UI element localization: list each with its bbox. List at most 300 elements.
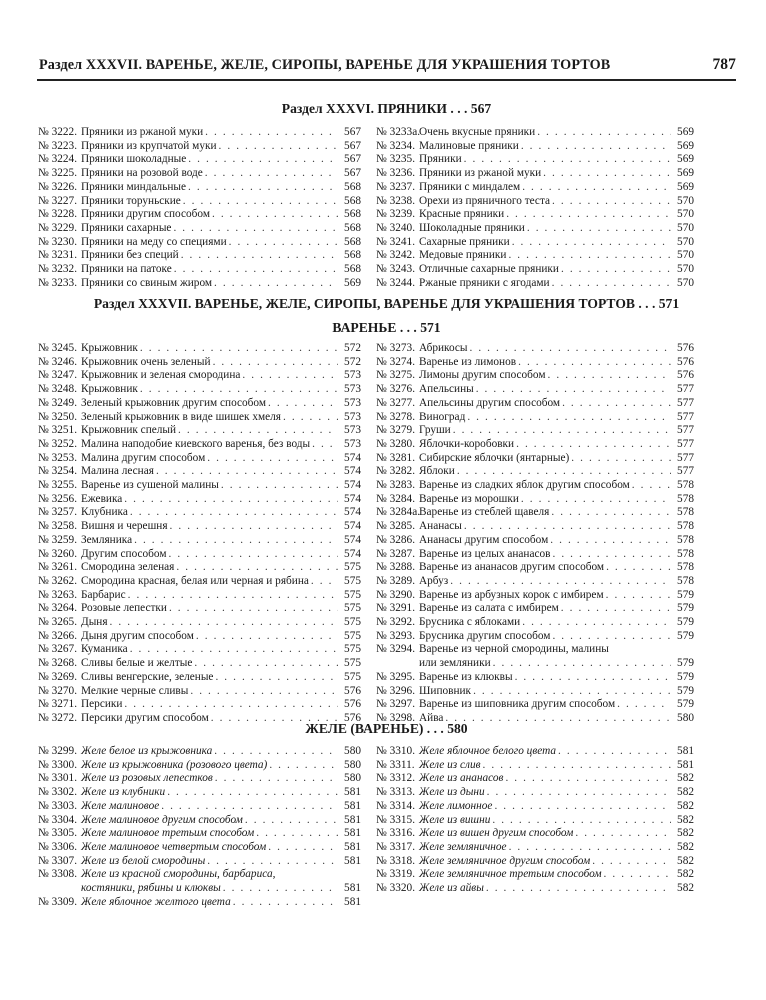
entry-title: Лимоны другим способом <box>419 369 546 382</box>
entry-page: 576 <box>344 711 361 724</box>
entry-title: Желе из вишен другим способом <box>419 827 574 840</box>
dot-leader <box>205 126 338 140</box>
dot-leader <box>518 356 671 370</box>
entry-title: Пряники <box>419 153 462 166</box>
entry-number: № 3260. <box>38 547 78 560</box>
entry-title: Виноград <box>419 410 466 423</box>
dot-leader <box>506 208 671 222</box>
entry-title: Пряники из крупчатой муки <box>81 139 217 152</box>
toc-entry <box>38 153 361 167</box>
entry-page: 577 <box>677 437 694 450</box>
entry-page: 581 <box>344 799 361 812</box>
dot-leader <box>505 772 671 786</box>
entry-number: № 3289. <box>376 574 416 587</box>
toc-entry <box>376 630 694 644</box>
entry-number: № 3254. <box>38 465 78 478</box>
entry-number: № 3272. <box>38 711 78 724</box>
dot-leader <box>173 222 338 236</box>
dot-leader <box>548 369 672 383</box>
entry-title: Шиповник <box>419 684 472 697</box>
toc-entry <box>376 181 694 195</box>
dot-leader <box>223 882 338 896</box>
entry-number: № 3238. <box>376 194 416 207</box>
dot-leader <box>575 827 671 841</box>
entry-title: Желе из вишни <box>419 813 491 826</box>
entry-title: Желе земляничное <box>419 840 507 853</box>
toc-entry <box>38 520 361 534</box>
entry-title: Пряники на патоке <box>81 263 172 276</box>
dot-leader <box>467 411 671 425</box>
entry-title: Арбуз <box>419 574 449 587</box>
toc-entry <box>38 126 361 140</box>
entry-page: 575 <box>344 657 361 670</box>
dot-leader <box>215 772 338 786</box>
entry-title: Пряники с миндалем <box>419 180 521 193</box>
entry-page: 578 <box>677 574 694 587</box>
entry-page: 581 <box>344 854 361 867</box>
toc-entry <box>38 356 361 370</box>
dot-leader <box>140 383 338 397</box>
entry-title: Варенье из ананасов другим способом <box>419 561 605 574</box>
entry-number: № 3257. <box>38 506 78 519</box>
entry-page: 573 <box>344 369 361 382</box>
dot-leader <box>561 602 671 616</box>
dot-leader <box>508 249 671 263</box>
entry-title: Очень вкусные пряники <box>419 126 536 138</box>
toc-entry <box>38 685 361 699</box>
entry-number: № 3308. <box>38 868 78 881</box>
entry-page: 570 <box>677 194 694 207</box>
entry-number: № 3296. <box>376 684 416 697</box>
toc-entry <box>376 685 694 699</box>
entry-title: Груши <box>419 424 451 437</box>
toc-column <box>376 342 694 726</box>
entry-page: 570 <box>677 249 694 262</box>
dot-leader <box>213 356 338 370</box>
dot-leader <box>205 167 338 181</box>
entry-title: Апельсины другим способом <box>419 396 561 409</box>
toc-entry <box>376 575 694 589</box>
toc-entry <box>38 249 361 263</box>
toc-entry <box>38 181 361 195</box>
entry-page: 569 <box>677 180 694 193</box>
entry-number: № 3309. <box>38 895 78 908</box>
entry-page: 568 <box>344 263 361 276</box>
entry-title: Яблочки-коробовки <box>419 437 515 450</box>
entry-number: № 3253. <box>38 451 78 464</box>
dot-leader <box>571 452 671 466</box>
entry-title: Барбарис <box>81 588 126 601</box>
toc-entry <box>376 548 694 562</box>
toc-entry <box>376 438 694 452</box>
entry-page: 575 <box>344 643 361 656</box>
dot-leader <box>233 896 338 910</box>
entry-page: 581 <box>344 840 361 853</box>
entry-title: Крыжовник <box>81 383 138 396</box>
entry-number: № 3314. <box>376 799 416 812</box>
entry-number: № 3320. <box>376 882 416 895</box>
dot-leader <box>176 561 338 575</box>
dot-leader <box>543 167 671 181</box>
entry-title: Желе из клубники <box>81 786 166 799</box>
toc-entry <box>38 602 361 616</box>
toc-entry <box>38 424 361 438</box>
entry-page: 573 <box>344 383 361 396</box>
dot-leader <box>130 506 338 520</box>
dot-leader <box>219 140 338 154</box>
entry-title: Айва <box>419 711 444 724</box>
entry-number: № 3285. <box>376 520 416 533</box>
toc-entry <box>376 698 694 712</box>
entry-title: Смородина красная, белая или черная и рябина <box>81 574 309 587</box>
dot-leader <box>632 479 671 493</box>
entry-number: № 3236. <box>376 167 416 180</box>
entry-page: 570 <box>677 221 694 234</box>
toc-entry <box>376 868 694 882</box>
entry-number: № 3222. <box>38 126 78 138</box>
section-37-heading: Раздел XXXVII. ВАРЕНЬЕ, ЖЕЛЕ, СИРОПЫ, ВАРЕНЬЕ ДЛЯ УКРАШЕНИЯ ТОРТОВ . . . 571 <box>93 296 680 311</box>
entry-number: № 3227. <box>38 194 78 207</box>
entry-page: 581 <box>677 745 694 757</box>
toc-entry <box>38 671 361 685</box>
toc-entry <box>376 208 694 222</box>
entry-number: № 3255. <box>38 479 78 492</box>
toc-entry <box>38 698 361 712</box>
entry-title: Желе земляничное третьим способом <box>419 868 602 881</box>
entry-title: Отличные сахарные пряники <box>419 263 559 276</box>
entry-page: 574 <box>344 520 361 533</box>
dot-leader <box>312 438 338 452</box>
dot-leader <box>134 534 338 548</box>
toc-entry <box>38 277 361 291</box>
entry-title: Зеленый крыжовник другим способом <box>81 396 266 409</box>
toc-entry <box>376 195 694 209</box>
entry-page: 582 <box>677 799 694 812</box>
entry-page: 574 <box>344 533 361 546</box>
entry-page: 573 <box>344 410 361 423</box>
dot-leader <box>156 465 338 479</box>
dot-leader <box>521 493 671 507</box>
toc-entry <box>38 786 361 800</box>
entry-page: 579 <box>677 698 694 711</box>
toc-entry <box>38 800 361 814</box>
entry-number: № 3246. <box>38 355 78 368</box>
header-rule <box>37 79 736 81</box>
entry-number: № 3307. <box>38 854 78 867</box>
entry-page: 579 <box>677 629 694 642</box>
entry-number: № 3250. <box>38 410 78 423</box>
entry-page: 580 <box>344 772 361 785</box>
entry-title: Медовые пряники <box>419 249 507 262</box>
entry-number: № 3242. <box>376 249 416 262</box>
entry-title: Брусника другим способом <box>419 629 551 642</box>
entry-title: Ананасы другим способом <box>419 533 549 546</box>
dot-leader <box>269 759 338 773</box>
dot-leader <box>124 698 338 712</box>
entry-page: 579 <box>677 616 694 629</box>
toc-entry <box>38 195 361 209</box>
entry-page: 572 <box>344 355 361 368</box>
toc-entry-continuation <box>38 882 361 896</box>
dot-leader <box>473 685 671 699</box>
toc-entry <box>376 772 694 786</box>
entry-page: 575 <box>344 574 361 587</box>
entry-number: № 3228. <box>38 208 78 221</box>
entry-title: Зеленый крыжовник в виде шишек хмеля <box>81 410 282 423</box>
dot-leader <box>130 643 338 657</box>
toc-entry <box>376 602 694 616</box>
toc-entry <box>376 759 694 773</box>
entry-title: Пряники из ржаной муки <box>81 126 204 138</box>
entry-title: Орехи из пряничного теста <box>419 194 551 207</box>
toc-entry <box>38 630 361 644</box>
entry-page: 582 <box>677 882 694 895</box>
dot-leader <box>483 759 672 773</box>
entry-page: 578 <box>677 492 694 505</box>
entry-page: 580 <box>344 745 361 757</box>
dot-leader <box>552 195 671 209</box>
entry-title: Смородина зеленая <box>81 561 175 574</box>
dot-leader <box>181 249 338 263</box>
toc-entry <box>38 342 361 356</box>
entry-number: № 3302. <box>38 786 78 799</box>
entry-number: № 3293. <box>376 629 416 642</box>
entry-number: № 3235. <box>376 153 416 166</box>
entry-number: № 3306. <box>38 840 78 853</box>
entry-title: Шоколадные пряники <box>419 221 525 234</box>
entry-page: 578 <box>677 533 694 546</box>
entry-page: 580 <box>677 711 694 724</box>
entry-page: 578 <box>677 506 694 519</box>
toc-entry <box>376 277 694 291</box>
entry-title: Желе из айвы <box>419 882 484 895</box>
entry-title: Варенье из черной смородины, малины <box>419 643 609 656</box>
toc-entry <box>376 383 694 397</box>
dot-leader <box>453 424 671 438</box>
entry-page: 570 <box>677 263 694 276</box>
entry-page: 577 <box>677 383 694 396</box>
entry-number: № 3234. <box>376 139 416 152</box>
entry-title: Брусника с яблоками <box>419 616 521 629</box>
dot-leader <box>512 236 671 250</box>
entry-title: Крыжовник очень зеленый <box>81 355 211 368</box>
entry-page: 576 <box>344 684 361 697</box>
toc-entry <box>376 841 694 855</box>
dot-leader <box>515 671 671 685</box>
dot-leader <box>493 657 671 671</box>
entry-title: Пряники торуньские <box>81 194 181 207</box>
jelly-subheading: ЖЕЛЕ (ВАРЕНЬЕ) . . . 580 <box>305 721 468 736</box>
dot-leader <box>188 153 338 167</box>
entry-title: Желе из дыни <box>419 786 485 799</box>
entry-number: № 3288. <box>376 561 416 574</box>
toc-entry <box>376 589 694 603</box>
entry-number: № 3290. <box>376 588 416 601</box>
entry-number: № 3251. <box>38 424 78 437</box>
entry-title: Пряники из ржаной муки <box>419 167 542 180</box>
dot-leader <box>561 263 671 277</box>
dot-leader <box>214 745 338 759</box>
dot-leader <box>178 424 338 438</box>
dot-leader <box>207 855 338 869</box>
entry-page: 567 <box>344 139 361 152</box>
entry-page: 576 <box>677 355 694 368</box>
entry-title: Апельсины <box>419 383 474 396</box>
dot-leader <box>486 882 671 896</box>
toc-entry <box>38 369 361 383</box>
entry-number: № 3247. <box>38 369 78 382</box>
dot-leader <box>214 277 338 291</box>
toc-entry <box>38 745 361 759</box>
entry-number: № 3295. <box>376 670 416 683</box>
entry-number: № 3249. <box>38 396 78 409</box>
dot-leader <box>183 195 338 209</box>
entry-page: 575 <box>344 629 361 642</box>
entry-number: № 3283. <box>376 479 416 492</box>
dot-leader <box>242 369 338 383</box>
dot-leader <box>509 841 671 855</box>
entry-title: Варенье из морошки <box>419 492 519 505</box>
entry-number: № 3245. <box>38 342 78 354</box>
entry-title: Желе из ананасов <box>419 772 504 785</box>
entry-title: Варенье из шиповника другим способом <box>419 698 616 711</box>
entry-number: № 3282. <box>376 465 416 478</box>
entry-title: Сибирские яблочки (янтарные) <box>419 451 570 464</box>
entry-page: 574 <box>344 465 361 478</box>
toc-entry <box>376 369 694 383</box>
entry-title: Малиновые пряники <box>419 139 519 152</box>
entry-number: № 3301. <box>38 772 78 785</box>
entry-title: Красные пряники <box>419 208 505 221</box>
entry-title: Сливы белые и желтые <box>81 657 193 670</box>
dot-leader <box>124 493 338 507</box>
entry-page: 568 <box>344 249 361 262</box>
entry-page: 574 <box>344 451 361 464</box>
entry-page: 581 <box>344 827 361 840</box>
entry-title: Желе малиновое другим способом <box>81 813 243 826</box>
entry-number: № 3284. <box>376 492 416 505</box>
dot-leader <box>170 520 338 534</box>
entry-number: № 3315. <box>376 813 416 826</box>
dot-leader <box>592 855 671 869</box>
toc-entry <box>376 814 694 828</box>
entry-page: 582 <box>677 827 694 840</box>
dot-leader <box>617 698 671 712</box>
entry-title-continued: или земляники <box>419 657 491 670</box>
toc-entry <box>376 397 694 411</box>
dot-leader <box>256 827 338 841</box>
entry-title: Варенье из сушеной малины <box>81 479 219 492</box>
entry-title: Варенье из салата с имбирем <box>419 602 559 615</box>
toc-entry <box>38 772 361 786</box>
toc-entry <box>38 561 361 575</box>
entry-page: 573 <box>344 424 361 437</box>
entry-title: Варенье из сладких яблок другим способом <box>419 479 630 492</box>
dot-leader <box>469 342 671 356</box>
dot-leader <box>527 222 671 236</box>
toc-entry <box>38 506 361 520</box>
toc-entry <box>376 882 694 896</box>
entry-number: № 3317. <box>376 840 416 853</box>
entry-page: 578 <box>677 547 694 560</box>
entry-title: Желе из слив <box>419 758 481 771</box>
entry-title: Земляника <box>81 533 133 546</box>
entry-title: Пряники другим способом <box>81 208 210 221</box>
toc-entry <box>38 465 361 479</box>
toc-entry <box>38 236 361 250</box>
entry-page: 576 <box>344 698 361 711</box>
entry-title: Розовые лепестки <box>81 602 167 615</box>
dot-leader <box>551 506 671 520</box>
entry-number: № 3312. <box>376 772 416 785</box>
running-head-title: Раздел XXXVII. ВАРЕНЬЕ, ЖЕЛЕ, СИРОПЫ, ВАРЕНЬЕ ДЛЯ УКРАШЕНИЯ ТОРТОВ <box>39 57 611 73</box>
toc-entry <box>38 855 361 869</box>
entry-title: Сахарные пряники <box>419 235 510 248</box>
entry-number: № 3231. <box>38 249 78 262</box>
entry-title: Варенье из целых ананасов <box>419 547 551 560</box>
dot-leader <box>110 616 338 630</box>
entry-page: 568 <box>344 221 361 234</box>
entry-title: Персики другим способом <box>81 711 209 724</box>
toc-entry <box>376 222 694 236</box>
entry-page: 579 <box>677 670 694 683</box>
entry-number: № 3264. <box>38 602 78 615</box>
toc-entry <box>376 745 694 759</box>
dot-leader <box>562 397 671 411</box>
dot-leader <box>550 534 671 548</box>
entry-page: 582 <box>677 868 694 881</box>
entry-page: 582 <box>677 854 694 867</box>
entry-title: Пряники на меду со специями <box>81 235 227 248</box>
dot-leader <box>169 602 338 616</box>
entry-title: Пряники без специй <box>81 249 179 262</box>
entry-page: 574 <box>344 479 361 492</box>
entry-title: Мелкие черные сливы <box>81 684 189 697</box>
toc-entry <box>376 126 694 140</box>
entry-number: № 3224. <box>38 153 78 166</box>
entry-page: 580 <box>344 758 361 771</box>
entry-title: Желе малиновое <box>81 799 160 812</box>
dot-leader <box>606 589 671 603</box>
toc-entry <box>38 589 361 603</box>
entry-page: 579 <box>677 602 694 615</box>
entry-page: 567 <box>344 126 361 138</box>
entry-page: 581 <box>344 813 361 826</box>
toc-entry <box>376 616 694 630</box>
toc-entry <box>38 841 361 855</box>
entry-title: Желе из крыжовника (розового цвета) <box>81 758 268 771</box>
entry-page: 569 <box>677 153 694 166</box>
entry-title: Малина лесная <box>81 465 154 478</box>
dot-leader <box>464 520 671 534</box>
entry-page: 568 <box>344 194 361 207</box>
entry-number: № 3303. <box>38 799 78 812</box>
entry-title: Пряники на розовой воде <box>81 167 203 180</box>
toc-column <box>38 126 361 290</box>
entry-page: 582 <box>677 786 694 799</box>
dot-leader <box>604 868 671 882</box>
toc-entry <box>38 827 361 841</box>
entry-number: № 3265. <box>38 616 78 629</box>
entry-page: 573 <box>344 396 361 409</box>
toc-entry <box>38 896 361 910</box>
entry-page: 567 <box>344 153 361 166</box>
entry-number: № 3318. <box>376 854 416 867</box>
entry-page: 579 <box>677 588 694 601</box>
entry-page: 582 <box>677 840 694 853</box>
entry-number: № 3279. <box>376 424 416 437</box>
entry-number: № 3284а. <box>376 506 421 519</box>
